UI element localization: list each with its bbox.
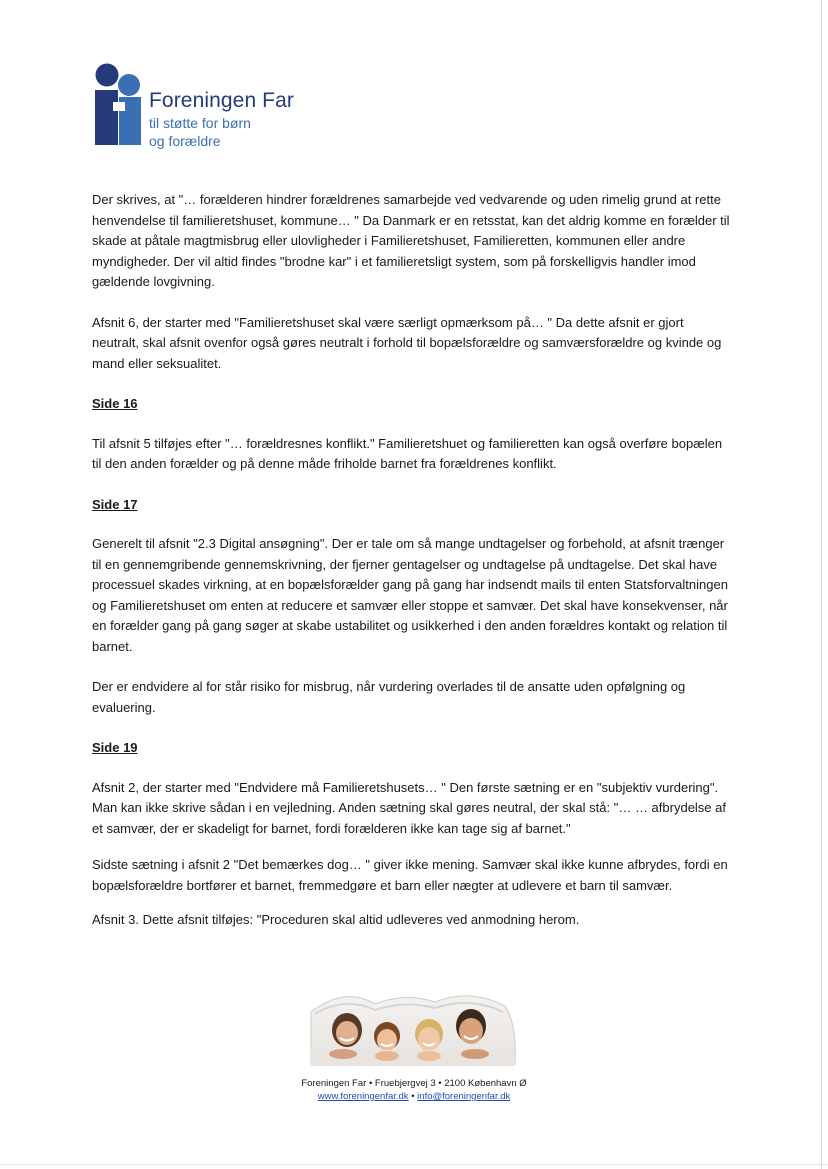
letter-body [92, 190, 732, 931]
section-heading-side-17: Side 17 [92, 496, 138, 512]
logo-figures-icon [93, 62, 147, 148]
family-photo [305, 984, 521, 1070]
paragraph: Afsnit 2, der starter med "Endvidere må Familieretshusets… " Den første sætning er en "subjektiv vurdering". Man kan ikke skrive sådan i en vejledning. Anden sætning skal gøres neutral, der skal stå: "… … afbrydelse af et samvær, der er skadeligt for barnet, fordi forælderen ikke kan tage sig af barnet." [92, 779, 726, 836]
paragraph: Sidste sætning i afsnit 2 "Det bemærkes dog… " giver ikke mening. Samvær skal ikke kunne afbrydes, fordi en bopælsforældre bortfører et barnet, fremmedgøre et barn eller nægter at udlevere et barn til samvær. [92, 857, 728, 893]
page-right-edge [821, 0, 822, 1169]
paragraph: Der er endvidere al for står risiko for misbrug, når vurdering overlades til de ansatte uden opfølgning og evaluering. [92, 679, 686, 715]
paragraph: Afsnit 6, der starter med "Familieretshuset skal være særligt opmærksom på… " Da dette afsnit er gjort neutralt, skal afsnit ovenfor også gøres neutralt i forhold til bopælsforældre og samværsforældre og kvinde og mand eller seksualitet. [92, 314, 722, 371]
logo-subtitle-line-2: og forældre [149, 133, 221, 149]
logo-title: Foreningen Far [149, 89, 294, 112]
paragraph: Afsnit 3. Dette afsnit tilføjes: "Proceduren skal altid udleveres ved anmodning herom. [92, 912, 580, 927]
paragraph: Til afsnit 5 tilføjes efter "… forældresnes konflikt." Familieretshuet og familieretten kan også overføre bopælen til den anden forælder og på denne måde friholde barnet fra forældrenes konflikt. [92, 435, 723, 471]
organization-logo [93, 62, 333, 152]
logo-subtitle-line-1: til støtte for børn [149, 115, 251, 131]
paragraph: Der skrives, at "… forælderen hindrer forældrenes samarbejde ved vedvarende og uden rimelig grund at rette henvendelse til familieretshuset, kommune… " Da Danmark er en retsstat, kan det aldrig komme en forælder til skade at påtale magtmisbrug eller ulovligheder i Familieretshuset, Familieretten, kommunen eller andre myndigheder. Der vil altid findes "brodne kar" i et familieretsligt system, som på forskelligvis handler imod gældende lovgivning. [92, 192, 730, 289]
mother-figure [332, 1013, 362, 1047]
page-bottom-edge [0, 1164, 828, 1165]
paragraph: Generelt til afsnit "2.3 Digital ansøgning". Der er tale om så mange undtagelser og forbehold, at afsnit trænger til en gennemgribende gennemskrivning, der fjerner gentagelser og undtagelse på undtagelse. Det skal have processuel skades virkning, at en bopælsforælder gang på gang har indsendt mails til enten Statsforvaltningen og Familieretshuset om enten at reducere et samvær eller stoppe et samvær. Det skal have konsekvenser, når en forælder gang på gang søger at skabe ustabilitet og usikkerhed i den anden forældres kontakt og relation til barnet. [92, 536, 728, 654]
website-link[interactable]: www.foreningenfar.dk [317, 1091, 409, 1102]
section-heading-side-19: Side 19 [92, 740, 138, 755]
footer-separator: • [408, 1091, 418, 1102]
email-link[interactable]: info@foreningenfar.dk [417, 1091, 511, 1102]
footer-address: Foreningen Far • Fruebjergvej 3 • 2100 København Ø [301, 1078, 527, 1089]
footer-contact-links [200, 1091, 628, 1102]
section-heading-side-16: Side 16 [92, 396, 138, 411]
